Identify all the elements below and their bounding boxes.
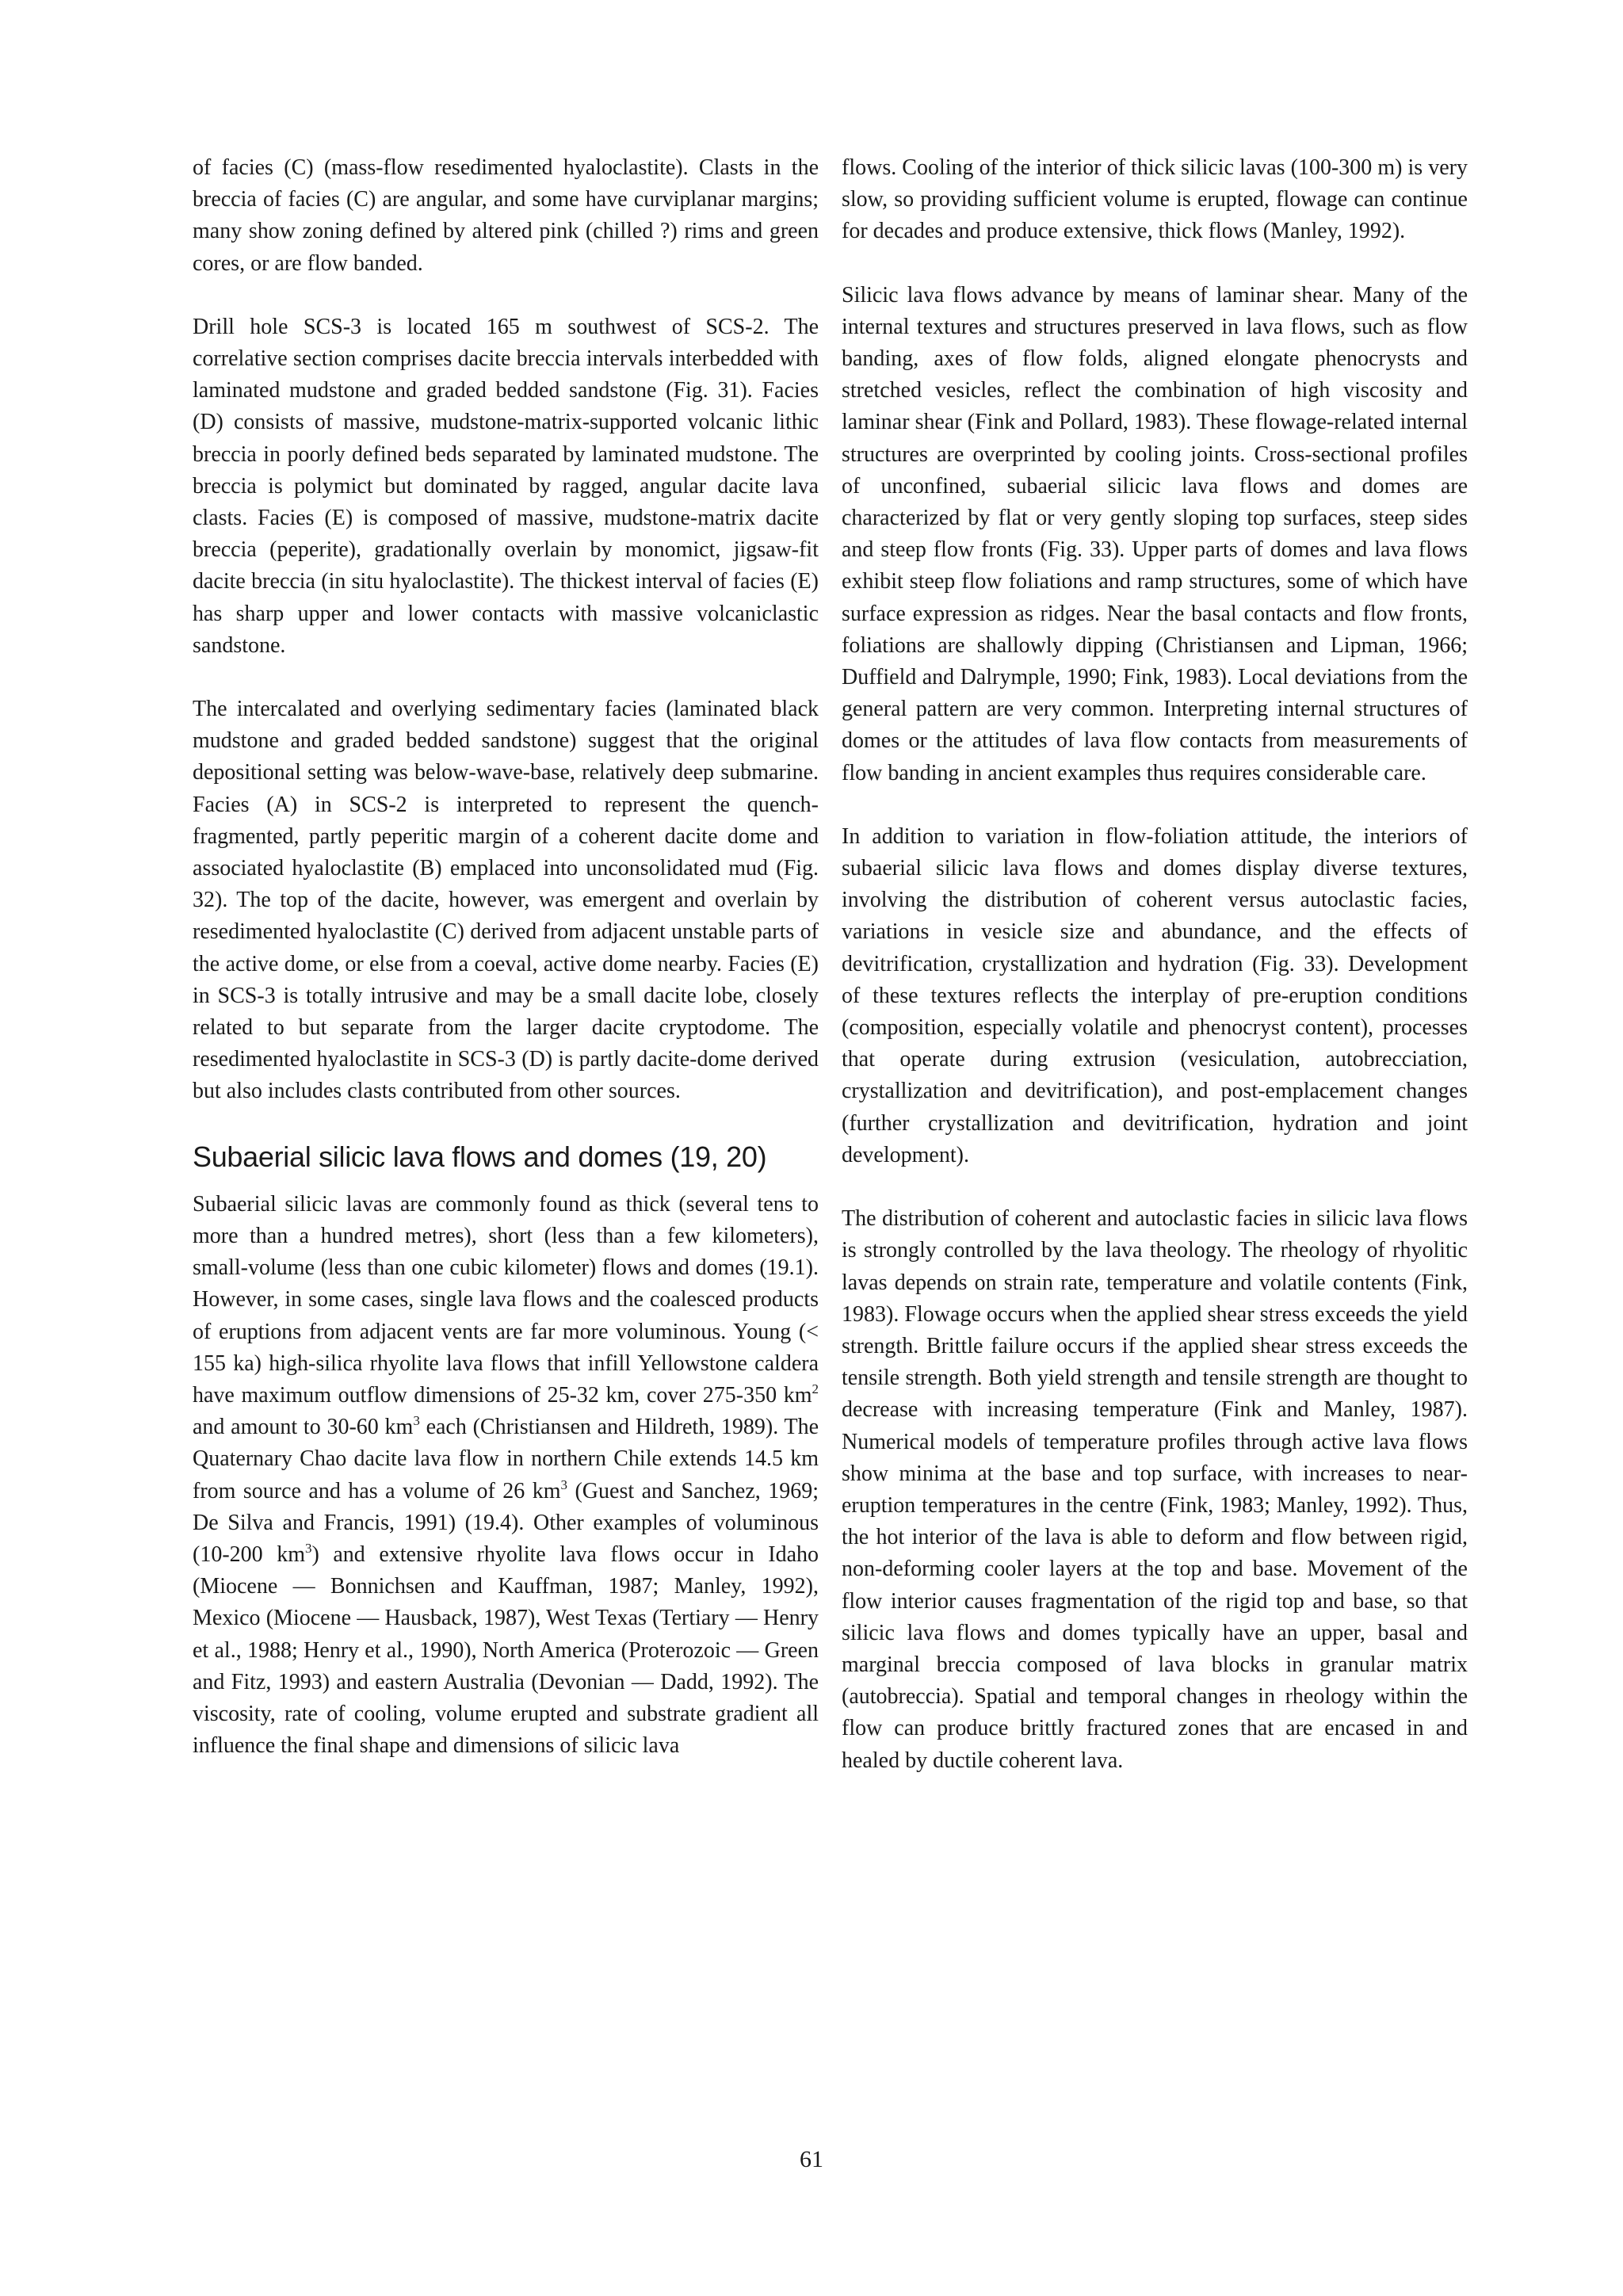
paragraph-textures: In addition to variation in flow-foliation attitude, the interiors of subaerial silicic lava flows and domes display diverse textures, involving the distribution of coherent versus autoclastic facies, variations in vesicle size and abundance, and the effects of devitrification, crystallization and hydration (Fig. 33). Development of these textures reflects the interplay of pre-eruption conditions (composition, especially volatile and phenocryst content), processes that operate during extrusion (vesiculation, autobrecciation, crystallization and devitrification), and post-emplacement changes (further crystallization and devitrification, hydration and joint development). [842, 823, 1468, 1167]
page-number: 61 [800, 2146, 823, 2172]
superscript: 3 [304, 1540, 312, 1556]
text-run: Subaerial silicic lavas are commonly found as thick (several tens to more than a hundred metres), short (less than a few kilometers), small-volume (less than one cubic kilometer) flows and domes (19.1). However, in some cases, single lava flows and the coalesced products of eruptions from adjacent vents are far more voluminous. Young (< 155 ka) high-silica rhyolite lava flows that infill Yellowstone caldera have maximum outflow dimensions of 25-32 km, cover 275-350 km [193, 1191, 819, 1408]
paragraph-facies-c: of facies (C) (mass-flow resedimented hyaloclastite). Clasts in the breccia of facies (C) are angular, and some have curviplanar margins; many show zoning defined by altered pink (chilled ?) rims and green cores, or are flow banded. [193, 155, 819, 276]
paragraph-rheology: The distribution of coherent and autoclastic facies in silicic lava flows is strongly controlled by the lava theology. The rheology of rhyolitic lavas depends on strain rate, temperature and volatile contents (Fink, 1983). Flowage occurs when the applied shear stress exceeds the yield strength. Brittle failure occurs if the applied shear stress exceeds the tensile strength. Both yield strength and tensile strength are thought to decrease with increasing temperature (Fink and Manley, 1987). Numerical models of temperature profiles through active lava flows show minima at the base and top surface, with increases to near-eruption temperatures in the centre (Fink, 1983; Manley, 1992). Thus, the hot interior of the lava is able to deform and flow between rigid, non-deforming cooler layers at the top and base. Movement of the flow interior causes fragmentation of the rigid top and base, so that silicic lava flows and domes typically have an upper, basal and marginal breccia composed of lava blocks in granular matrix (autobreccia). Spatial and temporal changes in rheology within the flow can produce brittly fractured zones that are encased in and healed by ductile coherent lava. [842, 1206, 1468, 1773]
text-run: each (Christiansen and Hildreth, 1989). The Quaternary Chao dacite lava flow in northern Chile extends 14.5 km from source and has a volume of 26 km [193, 1415, 819, 1503]
paragraph-cooling: flows. Cooling of the interior of thick silicic lavas (100-300 m) is very slow, so providing sufficient volume is erupted, flowage can continue for decades and produce extensive, thick flows (Manley, 1992). [842, 155, 1468, 244]
superscript: 2 [812, 1381, 819, 1396]
section-heading: Subaerial silicic lava flows and domes (19, 20) [193, 1140, 767, 1173]
paragraph-drill-hole-scs3: Drill hole SCS-3 is located 165 m southwest of SCS-2. The correlative section comprises dacite breccia intervals interbedded with laminated mudstone and graded bedded sandstone (Fig. 31). Facies (D) consists of massive, mudstone-matrix-supported volcanic lithic breccia in poorly defined beds separated by laminated mudstone. The breccia is polymict but dominated by ragged, angular dacite lava clasts. Facies (E) is composed of massive, mudstone-matrix dacite breccia (peperite), gradationally overlain by monomict, jigsaw-fit dacite breccia (in situ hyaloclastite). The thickest interval of facies (E) has sharp upper and lower contacts with massive volcaniclastic sandstone. [193, 314, 819, 658]
paragraph-depositional-setting: The intercalated and overlying sedimentary facies (laminated black mudstone and graded bedded sandstone) suggest that the original depositional setting was below-wave-base, relatively deep submarine. Facies (A) in SCS-2 is interpreted to represent the quench-fragmented, partly peperitic margin of a coherent dacite dome and associated hyaloclastite (B) emplaced into unconsolidated mud (Fig. 32). The top of the dacite, however, was emergent and overlain by resedimented hyaloclastite (C) derived from adjacent unstable parts of the active dome, or else from a coeval, active dome nearby. Facies (E) in SCS-3 is totally intrusive and may be a small dacite lobe, closely related to but separate from the larger dacite cryptodome. The resedimented hyaloclastite in SCS-3 (D) is partly dacite-dome derived but also includes clasts contributed from other sources. [193, 697, 819, 1104]
superscript: 3 [560, 1477, 567, 1492]
paragraph-laminar-shear: Silicic lava flows advance by means of laminar shear. Many of the internal textures and structures preserved in lava flows, such as flow banding, axes of flow folds, aligned elongate phenocrysts and stretched vesicles, reflect the combination of high viscosity and laminar shear (Fink and Pollard, 1983). These flowage-related internal structures are overprinted by cooling joints. Cross-sectional profiles of unconfined, subaerial silicic lava flows and domes are characterized by flat or very gently sloping top surfaces, steep sides and steep flow fronts (Fig. 33). Upper parts of domes and lava flows exhibit steep flow foliations and ramp structures, some of which have surface expression as ridges. Near the basal contacts and flow fronts, foliations are shallowly dipping (Christiansen and Lipman, 1966; Duffield and Dalrymple, 1990; Fink, 1983). Local deviations from the general pattern are very common. Interpreting internal structures of domes or the attitudes of lava flow contacts from measurements of flow banding in ancient examples thus requires considerable care. [842, 282, 1468, 785]
text-run: and amount to 30-60 km [193, 1415, 414, 1440]
right-column [842, 152, 1468, 1777]
left-column [193, 152, 819, 1762]
paragraph-subaerial-lavas [193, 1189, 819, 1763]
text-run: ) and extensive rhyolite lava flows occur in Idaho (Miocene — Bonnichsen and Kauffman, 1987; Manley, 1992), Mexico (Miocene — Hausback, 1987), West Texas (Tertiary — Henry et al., 1988; Henry et al., 1990), North America (Proterozoic — Green and Fitz, 1993) and eastern Australia (Devonian — Dadd, 1992). The viscosity, rate of cooling, volume erupted and substrate gradient all influence the final shape and dimensions of silicic lava [193, 1541, 819, 1759]
superscript: 3 [413, 1413, 420, 1429]
text-run: (Guest and Sanchez, 1969; De Silva and Francis, 1991) (19.4). Other examples of voluminous (10-200 km [193, 1478, 819, 1567]
